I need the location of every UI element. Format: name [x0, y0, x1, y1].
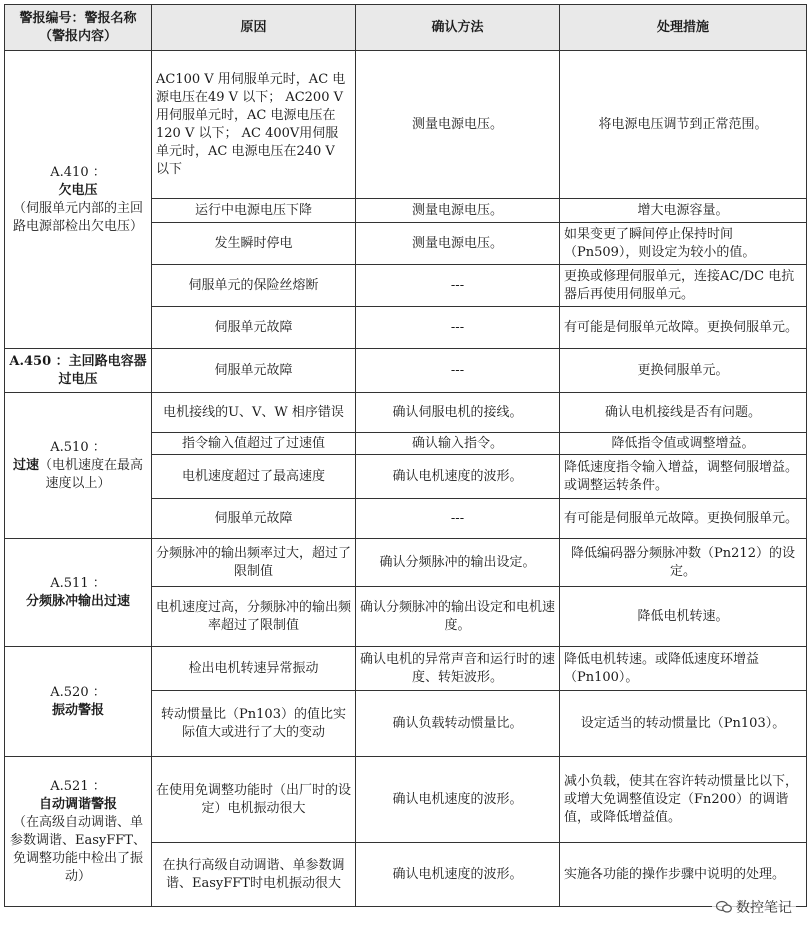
check-cell: 确认电机速度的波形。: [356, 843, 560, 907]
action-cell: 更换或修理伺服单元，连接AC/DC 电抗器后再使用伺服单元。: [560, 265, 807, 307]
table-row: [5, 349, 807, 393]
alarm-a410: [5, 51, 152, 349]
alarm-code: A.520 ：: [50, 684, 106, 700]
alarm-a521: [5, 757, 152, 907]
action-cell: 更换伺服单元。: [560, 349, 807, 393]
action-cell: 降低指令值或调整增益。: [560, 433, 807, 455]
alarm-name: 分频脉冲输出过速: [25, 593, 130, 609]
check-cell: 确认负载转动惯量比。: [356, 691, 560, 757]
alarm-a510: [5, 393, 152, 539]
action-cell: 有可能是伺服单元故障。更换伺服单元。: [560, 499, 807, 539]
action-cell: 减小负载，使其在容许转动惯量比以下，或增大免调整值设定（Fn200）的调谐值，或降低增益值。: [560, 757, 807, 843]
alarm-code: A.521 ：: [50, 778, 106, 794]
check-cell: 确认电机速度的波形。: [356, 455, 560, 499]
cause-cell: 伺服单元的保险丝熔断: [152, 265, 356, 307]
check-cell: ---: [356, 349, 560, 393]
alarm-a520: [5, 647, 152, 757]
cause-cell: 电机速度超过了最高速度: [152, 455, 356, 499]
check-cell: 测量电源电压。: [356, 223, 560, 265]
header-row: [5, 5, 807, 51]
alarm-code: A.410 ：: [50, 164, 106, 180]
table-row: [5, 647, 807, 691]
check-cell: 确认电机的异常声音和运行时的速度、转矩波形。: [356, 647, 560, 691]
watermark-text: 数控笔记: [736, 900, 792, 916]
header-alarm: 警报编号：警报名称（警报内容）: [5, 5, 152, 51]
action-cell: 降低编码器分频脉冲数（Pn212）的设定。: [560, 539, 807, 587]
alarm-table: [4, 4, 807, 907]
alarm-name: 振动警报: [51, 702, 104, 718]
header-check: 确认方法: [356, 5, 560, 51]
action-cell: 降低电机转速。或降低速度环增益（Pn100）。: [560, 647, 807, 691]
alarm-name: 过速: [12, 457, 39, 473]
check-cell: 确认分频脉冲的输出设定和电机速度。: [356, 587, 560, 647]
action-cell: 降低电机转速。: [560, 587, 807, 647]
table-row: [5, 539, 807, 587]
alarm-code: A.450 ：主回路电容器过电压: [9, 353, 147, 387]
check-cell: ---: [356, 307, 560, 349]
cause-cell: 伺服单元故障: [152, 499, 356, 539]
check-cell: 确认分频脉冲的输出设定。: [356, 539, 560, 587]
action-cell: 设定适当的转动惯量比（Pn103）。: [560, 691, 807, 757]
check-cell: 确认伺服电机的接线。: [356, 393, 560, 433]
cause-cell: 伺服单元故障: [152, 349, 356, 393]
check-cell: 确认电机速度的波形。: [356, 757, 560, 843]
action-cell: 降低速度指令输入增益，调整伺服增益。或调整运转条件。: [560, 455, 807, 499]
cause-cell: 运行中电源电压下降: [152, 199, 356, 223]
action-cell: 将电源电压调节到正常范围。: [560, 51, 807, 199]
header-action: 处理措施: [560, 5, 807, 51]
alarm-detail: （伺服单元内部的主回路电源部检出欠电压）: [12, 200, 143, 234]
cause-cell: 指令输入值超过了过速值: [152, 433, 356, 455]
check-cell: 确认输入指令。: [356, 433, 560, 455]
action-cell: 增大电源容量。: [560, 199, 807, 223]
alarm-name: 欠电压: [58, 182, 98, 198]
cause-cell: 伺服单元故障: [152, 307, 356, 349]
alarm-a511: [5, 539, 152, 647]
cause-cell: 转动惯量比（Pn103）的值比实际值大或进行了大的变动: [152, 691, 356, 757]
cause-cell: 发生瞬时停电: [152, 223, 356, 265]
check-cell: 测量电源电压。: [356, 199, 560, 223]
cause-cell: 电机速度过高，分频脉冲的输出频率超过了限制值: [152, 587, 356, 647]
alarm-code: A.510 ：: [50, 439, 106, 455]
chat-bubble-icon: [716, 900, 732, 914]
cause-cell: AC100 V 用伺服单元时，AC 电源电压在49 V 以下； AC200 V 用伺服单元时，AC 电源电压在120 V 以下； AC 400V用伺服单元时，AC 电源电压在240 V 以下: [152, 51, 356, 199]
action-cell: 确认电机接线是否有问题。: [560, 393, 807, 433]
action-cell: 如果变更了瞬间停止保持时间（Pn509），则设定为较小的值。: [560, 223, 807, 265]
action-cell: 有可能是伺服单元故障。更换伺服单元。: [560, 307, 807, 349]
alarm-a450: [5, 349, 152, 393]
alarm-detail: （在高级自动调谐、单参数调谐、EasyFFT、免调整功能中检出了振动）: [10, 814, 146, 884]
cause-cell: 检出电机转速异常振动: [152, 647, 356, 691]
table-row: [5, 393, 807, 433]
watermark: [712, 897, 796, 917]
cause-cell: 分频脉冲的输出频率过大，超过了限制值: [152, 539, 356, 587]
cause-cell: 在使用免调整功能时（出厂时的设定）电机振动很大: [152, 757, 356, 843]
cause-cell: 电机接线的U、V、W 相序错误: [152, 393, 356, 433]
alarm-detail: （电机速度在最高速度以上）: [39, 457, 144, 491]
check-cell: 测量电源电压。: [356, 51, 560, 199]
table-row: [5, 51, 807, 199]
header-cause: 原因: [152, 5, 356, 51]
cause-cell: 在执行高级自动调谐、单参数调谐、EasyFFT时电机振动很大: [152, 843, 356, 907]
alarm-code: A.511 ：: [50, 575, 106, 591]
action-cell: 实施各功能的操作步骤中说明的处理。: [560, 843, 807, 907]
check-cell: ---: [356, 265, 560, 307]
table-row: [5, 757, 807, 843]
check-cell: ---: [356, 499, 560, 539]
alarm-name: 自动调谐警报: [38, 796, 117, 812]
